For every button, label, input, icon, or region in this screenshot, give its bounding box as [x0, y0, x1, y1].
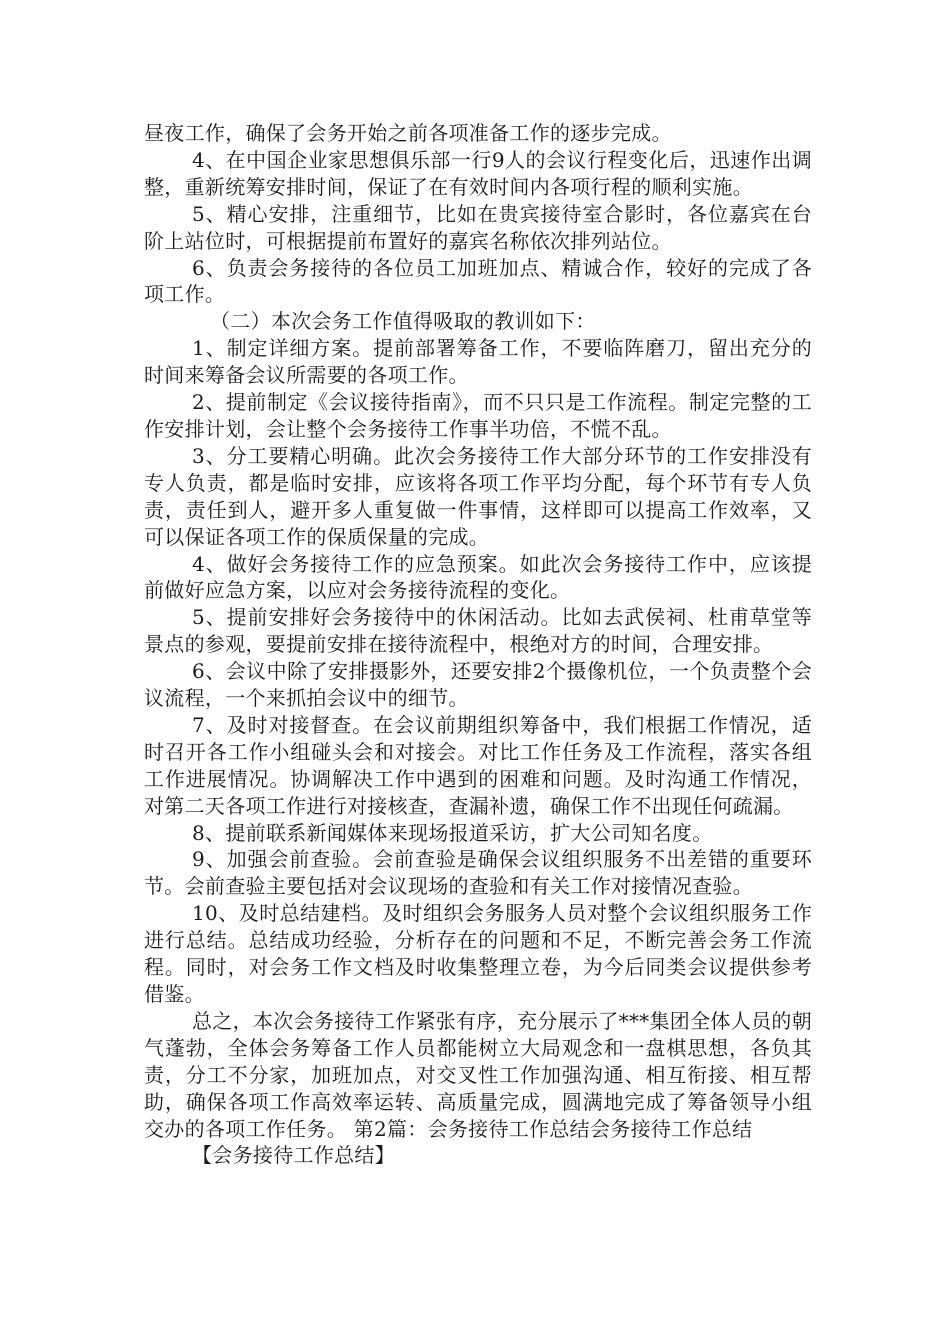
lesson-item-9: 9、加强会前查验。会前查验是确保会议组织服务不出差错的重要环节。会前查验主要包括对会议现场的查验和有关工作对接情况查验。	[144, 847, 812, 899]
lesson-item-7: 7、及时对接督查。在会议前期组织筹备中，我们根据工作情况，适时召开各工作小组碰头会和对接会。对比工作任务及工作流程，落实各组工作进展情况。协调解决工作中遇到的困难和问题。及时沟通工作情况，对第二天各项工作进行对接核查，查漏补遗，确保工作不出现任何疏漏。	[144, 712, 812, 818]
paragraph-continuation: 昼夜工作，确保了会务开始之前各项准备工作的逐步完成。	[144, 121, 672, 145]
lesson-item-1: 1、制定详细方案。提前部署筹备工作，不要临阵磨刀，留出充分的时间来筹备会议所需要的各项工作。	[144, 336, 812, 388]
paragraph-item-5: 5、精心安排，注重细节，比如在贵宾接待室合影时，各位嘉宾在台阶上站位时，可根据提前布置好的嘉宾名称依次排列站位。	[144, 201, 812, 253]
lesson-item-8: 8、提前联系新闻媒体来现场报道采访，扩大公司知名度。	[192, 820, 713, 845]
lesson-item-10: 10、及时总结建档。及时组织会务服务人员对整个会议组织服务工作进行总结。总结成功经验，分析存在的问题和不足，不断完善会务工作流程。同时，对会务工作文档及时收集整理立卷，为今后同类会议提供参考借鉴。	[144, 901, 812, 1006]
lesson-item-4: 4、做好会务接待工作的应急预案。如此次会务接待工作中，应该提前做好应急方案，以应对会务接待流程的变化。	[144, 551, 812, 603]
paragraph-item-4: 4、在中国企业家思想俱乐部一行9人的会议行程变化后，迅速作出调整，重新统筹安排时间，保证了在有效时间内各项行程的顺利实施。	[144, 147, 812, 199]
lesson-item-6: 6、会议中除了安排摄影外，还要安排2个摄像机位，一个负责整个会议流程，一个来抓拍会议中的细节。	[144, 659, 812, 711]
lesson-item-2: 2、提前制定《会议接待指南》，而不只只是工作流程。制定完整的工作安排计划，会让整个会务接待工作事半功倍，不慌不乱。	[144, 390, 812, 441]
section-title-bracketed: 【会务接待工作总结】	[192, 1143, 395, 1168]
lesson-item-3: 3、分工要精心明确。此次会务接待工作大部分环节的工作安排没有专人负责，都是临时安排，应该将各项工作平均分配，每个环节有专人负责，责任到人，避开多人重复做一件事情，这样即可以提高工作效率，又可以保证各项工作的保质保量的完成。	[144, 443, 812, 549]
conclusion-paragraph: 总之，本次会务接待工作紧张有序，充分展示了***集团全体人员的朝气蓬勃，全体会务筹备工作人员都能树立大局观念和一盘棋思想，各负其责，分工不分家，加班加点，对交叉性工作加强沟通、相互衔接、相互帮助，确保各项工作高效率运转、高质量完成，圆满地完成了筹备领导小组交办的各项工作任务。 第2篇：会务接待工作总结会务接待工作总结	[144, 1008, 812, 1141]
document-page	[144, 120, 812, 1169]
section-heading-lessons: （二）本次会务工作值得吸取的教训如下：	[210, 309, 596, 334]
lesson-item-5: 5、提前安排好会务接待中的休闲活动。比如去武侯祠、杜甫草堂等景点的参观，要提前安排在接待流程中，根绝对方的时间，合理安排。	[144, 605, 812, 657]
paragraph-item-6: 6、负责会务接待的各位员工加班加点、精诚合作，较好的完成了各项工作。	[144, 255, 812, 307]
